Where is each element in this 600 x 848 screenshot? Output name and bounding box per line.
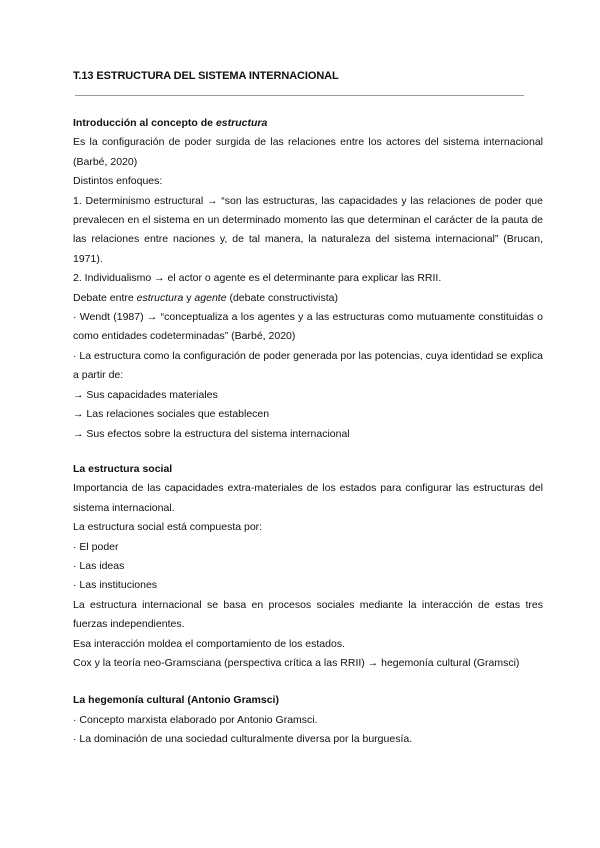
text-run: (debate constructivista): [226, 291, 339, 304]
heading-emphasis: estructura: [215, 117, 268, 129]
arrow-item: → Las relaciones sociales que establecen: [73, 408, 270, 421]
emphasis: estructura: [136, 291, 184, 304]
bullet-item: · Concepto marxista elaborado por Antonio Gramsci.: [73, 713, 318, 726]
title-divider: [75, 95, 524, 96]
paragraph: La estructura internacional se basa en procesos sociales mediante la interacción de estas tres fuerzas independientes.: [73, 598, 543, 631]
document-body: [73, 114, 543, 750]
paragraph: Cox y la teoría neo-Gramsciana (perspectiva crítica a las RRII) → hegemonía cultural (Gramsci): [73, 656, 520, 669]
section-spacer: [73, 673, 543, 691]
paragraph: · Wendt (1987) → “conceptualiza a los agentes y a las estructuras como mutuamente constituidas o como entidades codeterminadas” (Barbé, 2020): [73, 311, 543, 343]
document-title: T.13 ESTRUCTURA DEL SISTEMA INTERNACIONAL: [73, 70, 339, 82]
text-run: Debate entre: [73, 291, 137, 304]
bullet-item: · La dominación de una sociedad culturalmente diversa por la burguesía.: [73, 733, 413, 746]
bullet-item: · Las ideas: [73, 559, 125, 572]
paragraph: 1. Determinismo estructural → “son las estructuras, las capacidades y las relaciones de poder que prevalecen en el sistema en un determinado momento las que determinan el carácter de la pauta de las relaciones entre naciones y, de tal manera, la naturaleza del sistema internacional” (Brucan, 1971).: [73, 194, 543, 265]
section-heading-intro: [73, 114, 543, 133]
section-heading-social: La estructura social: [73, 462, 173, 475]
paragraph: La estructura social está compuesta por:: [73, 521, 263, 534]
paragraph: · La estructura como la configuración de poder generada por las potencias, cuya identidad se explica a partir de:: [73, 349, 543, 382]
paragraph: Esa interacción moldea el comportamiento de los estados.: [73, 637, 345, 650]
emphasis: agente: [194, 291, 227, 304]
heading-text: Introducción al concepto de: [73, 117, 216, 129]
section-heading-hegemony: La hegemonía cultural (Antonio Gramsci): [73, 694, 279, 707]
text-run: y: [183, 291, 195, 304]
paragraph-debate: [73, 289, 543, 308]
paragraph: 2. Individualismo → el actor o agente es el determinante para explicar las RRII.: [73, 272, 442, 285]
section-spacer: [73, 444, 543, 460]
arrow-item: → Sus efectos sobre la estructura del sistema internacional: [73, 427, 350, 440]
bullet-item: · El poder: [73, 540, 119, 553]
paragraph: Es la configuración de poder surgida de las relaciones entre los actores del sistema internacional (Barbé, 2020): [73, 136, 543, 168]
bullet-item: · Las instituciones: [73, 579, 158, 592]
arrow-item: → Sus capacidades materiales: [73, 388, 218, 401]
paragraph: Importancia de las capacidades extra-materiales de los estados para configurar las estructuras del sistema internacional.: [73, 482, 543, 514]
paragraph: Distintos enfoques:: [73, 175, 163, 188]
